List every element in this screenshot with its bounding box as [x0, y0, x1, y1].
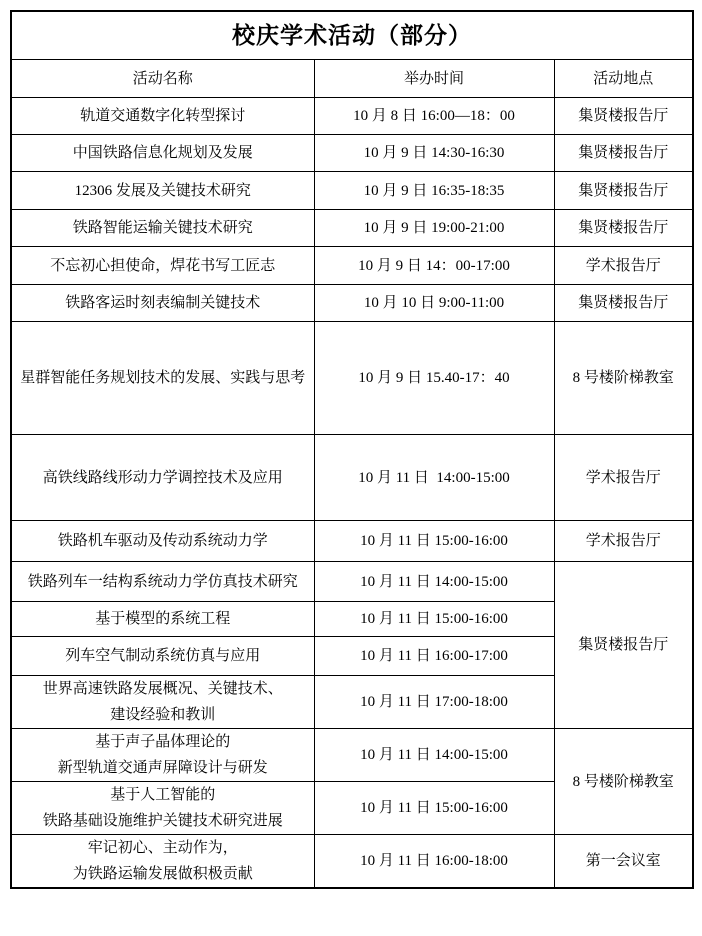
activity-place-cell: 集贤楼报告厅: [554, 135, 693, 172]
activity-time-cell: 10 月 11 日 16:00-18:00: [314, 835, 554, 889]
table-row: [11, 835, 693, 889]
activity-time-cell: 10 月 8 日 16:00—18：00: [314, 98, 554, 135]
activity-name-cell: [11, 602, 314, 637]
table-row: [11, 562, 693, 602]
activity-time-cell: 10 月 11 日 14:00-15:00: [314, 435, 554, 521]
column-header-activity-name: 活动名称: [11, 60, 314, 98]
activity-name-line: 不忘初心担使命，焊花书写工匠志: [50, 257, 276, 274]
table-body: [11, 98, 693, 889]
table-title-row: [11, 11, 693, 60]
activity-time-cell: 10 月 9 日 16:35-18:35: [314, 172, 554, 210]
table-row: [11, 98, 693, 135]
table-row: [11, 521, 693, 562]
activity-name-cell: [11, 435, 314, 521]
activity-place-cell: 集贤楼报告厅: [554, 98, 693, 135]
activity-name-line: 高铁线路线形动力学调控技术及应用: [42, 469, 283, 486]
activity-name-cell: [11, 135, 314, 172]
activity-name-cell: [11, 210, 314, 247]
activity-name-line: 星群智能任务规划技术的发展、实践与思考: [20, 370, 306, 386]
activity-name-line: 建设经验和教训: [110, 707, 216, 723]
activity-time-cell: 10 月 11 日 15:00-16:00: [314, 782, 554, 835]
activity-place-cell: 8 号楼阶梯教室: [554, 322, 693, 435]
table-row: [11, 210, 693, 247]
table-row: [11, 247, 693, 285]
activity-name-line: 轨道交通数字化转型探讨: [80, 108, 246, 124]
activity-name-line: 牢记初心、主动作为，: [87, 840, 238, 856]
activity-name-line: 为铁路运输发展做积极贡献: [72, 866, 253, 882]
activity-time-cell: 10 月 9 日 19:00-21:00: [314, 210, 554, 247]
activity-time-cell: 10 月 9 日 15.40-17：40: [314, 322, 554, 435]
activity-name-cell: [11, 676, 314, 729]
activity-time-cell: 10 月 11 日 17:00-18:00: [314, 676, 554, 729]
table-header-row: [11, 60, 693, 98]
activity-name-line: 基于声子晶体理论的: [95, 734, 231, 750]
activity-name-line: 基于模型的系统工程: [95, 611, 231, 627]
table-row: [11, 285, 693, 322]
activity-name-line: 铁路机车驱动及传动系统动力学: [57, 533, 268, 549]
activity-time-cell: 10 月 11 日 14:00-15:00: [314, 562, 554, 602]
activity-name-line: 12306 发展及关键技术研究: [74, 182, 251, 199]
activity-place-cell: 集贤楼报告厅: [554, 172, 693, 210]
activity-time-cell: 10 月 11 日 15:00-16:00: [314, 602, 554, 637]
activity-place-cell: 学术报告厅: [554, 435, 693, 521]
activity-name-cell: [11, 729, 314, 782]
activity-place-cell: 集贤楼报告厅: [554, 285, 693, 322]
activity-name-cell: [11, 285, 314, 322]
activity-name-line: 世界高速铁路发展概况、关键技术、: [42, 681, 283, 697]
activity-time-cell: 10 月 10 日 9:00-11:00: [314, 285, 554, 322]
activity-name-cell: [11, 782, 314, 835]
activity-place-cell: 学术报告厅: [554, 247, 693, 285]
table-row: [11, 172, 693, 210]
activity-name-cell: [11, 835, 314, 889]
activity-name-cell: [11, 562, 314, 602]
activity-time-cell: 10 月 9 日 14:30-16:30: [314, 135, 554, 172]
column-header-activity-time: 举办时间: [314, 60, 554, 98]
activity-place-cell: 学术报告厅: [554, 521, 693, 562]
activity-name-cell: [11, 637, 314, 676]
table-row: [11, 729, 693, 782]
activity-time-cell: 10 月 11 日 14:00-15:00: [314, 729, 554, 782]
activity-name-cell: [11, 98, 314, 135]
activities-table: [10, 10, 694, 889]
activity-time-cell: 10 月 11 日 16:00-17:00: [314, 637, 554, 676]
activity-name-line: 基于人工智能的: [110, 787, 216, 803]
activity-place-cell: 8 号楼阶梯教室: [554, 729, 693, 835]
activity-time-cell: 10 月 11 日 15:00-16:00: [314, 521, 554, 562]
activity-place-cell: 集贤楼报告厅: [554, 210, 693, 247]
activity-name-line: 铁路智能运输关键技术研究: [72, 220, 253, 236]
page-title: 校庆学术活动（部分）: [11, 11, 693, 60]
activity-name-line: 中国铁路信息化规划及发展: [72, 145, 253, 161]
activity-name-line: 新型轨道交通声屏障设计与研发: [57, 760, 268, 776]
activity-name-cell: [11, 521, 314, 562]
table-row: [11, 435, 693, 521]
activity-name-line: 铁路基础设施维护关键技术研究进展: [42, 813, 283, 829]
activity-name-line: 铁路客运时刻表编制关键技术: [65, 295, 261, 311]
table-row: [11, 135, 693, 172]
activity-place-cell: 第一会议室: [554, 835, 693, 889]
table-row: [11, 322, 693, 435]
activity-name-cell: [11, 172, 314, 210]
activity-name-line: 列车空气制动系统仿真与应用: [65, 648, 261, 664]
activity-name-line: 铁路列车一结构系统动力学仿真技术研究: [27, 573, 298, 590]
activity-place-cell: 集贤楼报告厅: [554, 562, 693, 729]
column-header-activity-place: 活动地点: [554, 60, 693, 98]
activity-name-cell: [11, 322, 314, 435]
activity-time-cell: 10 月 9 日 14：00-17:00: [314, 247, 554, 285]
activity-name-cell: [11, 247, 314, 285]
